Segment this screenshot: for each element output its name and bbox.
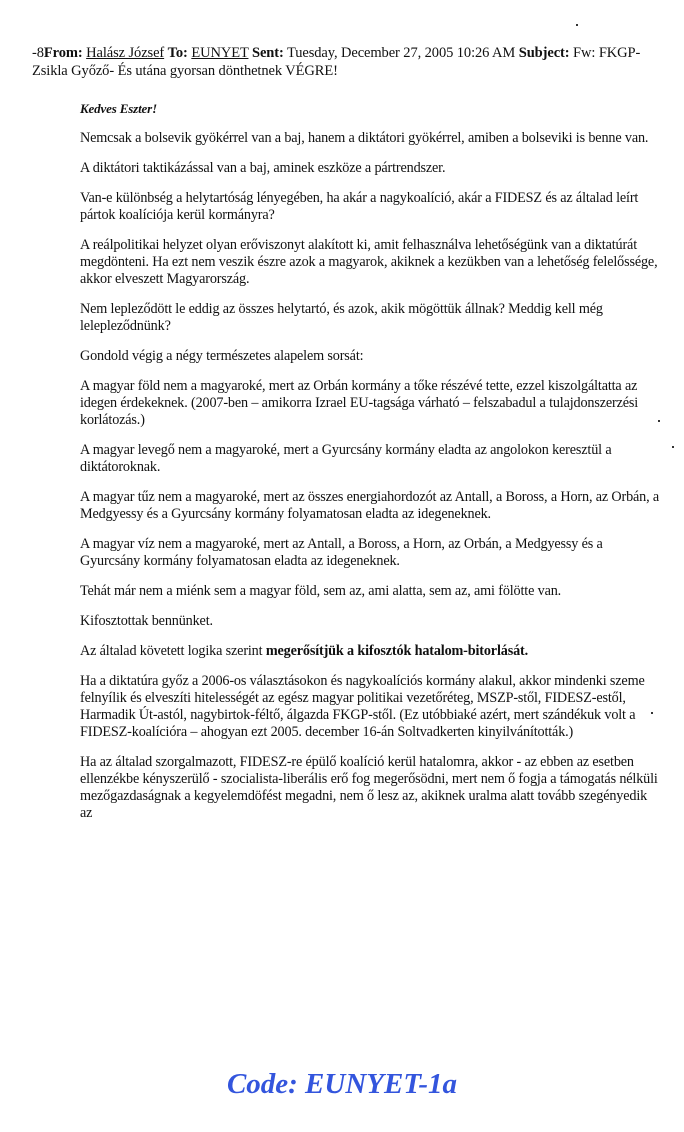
sent-value: Tuesday, December 27, 2005 10:26 AM — [286, 45, 516, 61]
paragraph: A magyar levegő nem a magyaroké, mert a Gyurcsány kormány eladta az angolokon keresztül a diktátoroknak. — [80, 442, 612, 475]
greeting: Kedves Eszter! — [80, 101, 157, 116]
sent-label: Sent: — [251, 45, 284, 61]
paragraph: Ha az általad szorgalmazott, FIDESZ-re épülő koalíció kerül hatalomra, akkor - az ebben az esetben ellenzékbe kényszerülő - szocialista-liberális erő fog megerősödni, mert nem ő fogja a támogatás nélküli mezőgazdaságnak a kegyelemdöfést megadni, nem ő lesz az, akiknek uralma alatt tovább szegényedik az — [80, 754, 658, 821]
to-label: To: — [167, 45, 188, 61]
from-value: Halász József — [86, 45, 165, 61]
subject-value: Fw: FKGP-Zsikla Győző- És utána gyorsan dönthetnek VÉGRE! — [32, 45, 641, 79]
from-label: From: — [43, 45, 83, 61]
paragraph: A magyar víz nem a magyaroké, mert az Antall, a Boross, a Horn, az Orbán, a Medgyessy és a Gyurcsány kormány folyamatosan eladta az idegeneknek. — [80, 536, 603, 569]
paragraph-logic — [80, 643, 660, 660]
paragraph: Kifosztottak bennünket. — [80, 613, 213, 629]
logic-bold: megerősítjük a kifosztók hatalom-bitorlását. — [265, 643, 528, 659]
paragraph: Gondold végig a négy természetes alapelem sorsát: — [80, 348, 364, 364]
logic-normal: Az általad követett logika szerint — [80, 643, 266, 659]
paragraph: Nem lepleződött le eddig az összes helytartó, és azok, akik mögöttük állnak? Meddig kell még lelepleződnünk? — [80, 301, 603, 334]
scan-speck — [672, 446, 674, 448]
scan-speck — [658, 420, 660, 422]
paragraph: A magyar tűz nem a magyaroké, mert az összes energiahordozót az Antall, a Boross, a Horn, az Orbán, a Medgyessy és a Gyurcsány kormány folyamatosan eladta az idegeneknek. — [80, 489, 660, 522]
paragraph: A diktátori taktikázással van a baj, aminek eszköze a pártrendszer. — [80, 160, 446, 176]
paragraph: A magyar föld nem a magyaroké, mert az Orbán kormány a tőke részévé tette, ezzel kiszolgáltatta az idegen érdekeknek. (2007-ben – amikorra Izrael EU-tagsága várható – felszabadul a tulajdonszerzési korlátozás.) — [80, 378, 639, 428]
to-value: EUNYET — [191, 45, 249, 61]
scan-speck — [651, 712, 653, 714]
header-prefix: -8 — [32, 45, 44, 61]
paragraph: Ha a diktatúra győz a 2006-os választásokon és nagykoalíciós kormány alakul, akkor mindenki szeme felnyílik és elveszíti hitelességét az egész magyar politikai vezetőréteg, MSZP-stől, FIDESZ-estől, Harmadik Út-astól, nagybirtok-féltő, álgazda FKGP-stől. (Ez utóbbiaké azért, mert szándékuk volt a FIDESZ-koalícióra – ahogyan ezt 2005. december 16-án Soltvadkerten kinyilvánították.) — [80, 673, 645, 740]
paragraph: Van-e különbség a helytartóság lényegében, ha akár a nagykoalíció, akár a FIDESZ és az általad leírt pártok koalíciója kerül kormányra? — [80, 190, 639, 223]
email-header — [32, 44, 672, 80]
letter-body — [80, 100, 660, 835]
paragraph: Tehát már nem a miénk sem a magyar föld, sem az, ami alatta, sem az, ami fölötte van. — [80, 583, 562, 599]
paragraph: Nemcsak a bolsevik gyökérrel van a baj, hanem a diktátori gyökérrel, amiben a bolseviki is benne van. — [80, 130, 649, 146]
footer-code: Code: EUNYET-1a — [226, 1068, 458, 1100]
paragraph: A reálpolitikai helyzet olyan erőviszonyt alakított ki, amit felhasználva lehetőségünk van a diktatúrát megdönteni. Ha ezt nem veszik észre azok a magyarok, akiknek a kezükben van a lehetőség felelőssége, akkor elveszett Magyarország. — [80, 237, 658, 287]
subject-label: Subject: — [518, 45, 570, 61]
scan-speck — [576, 24, 578, 26]
